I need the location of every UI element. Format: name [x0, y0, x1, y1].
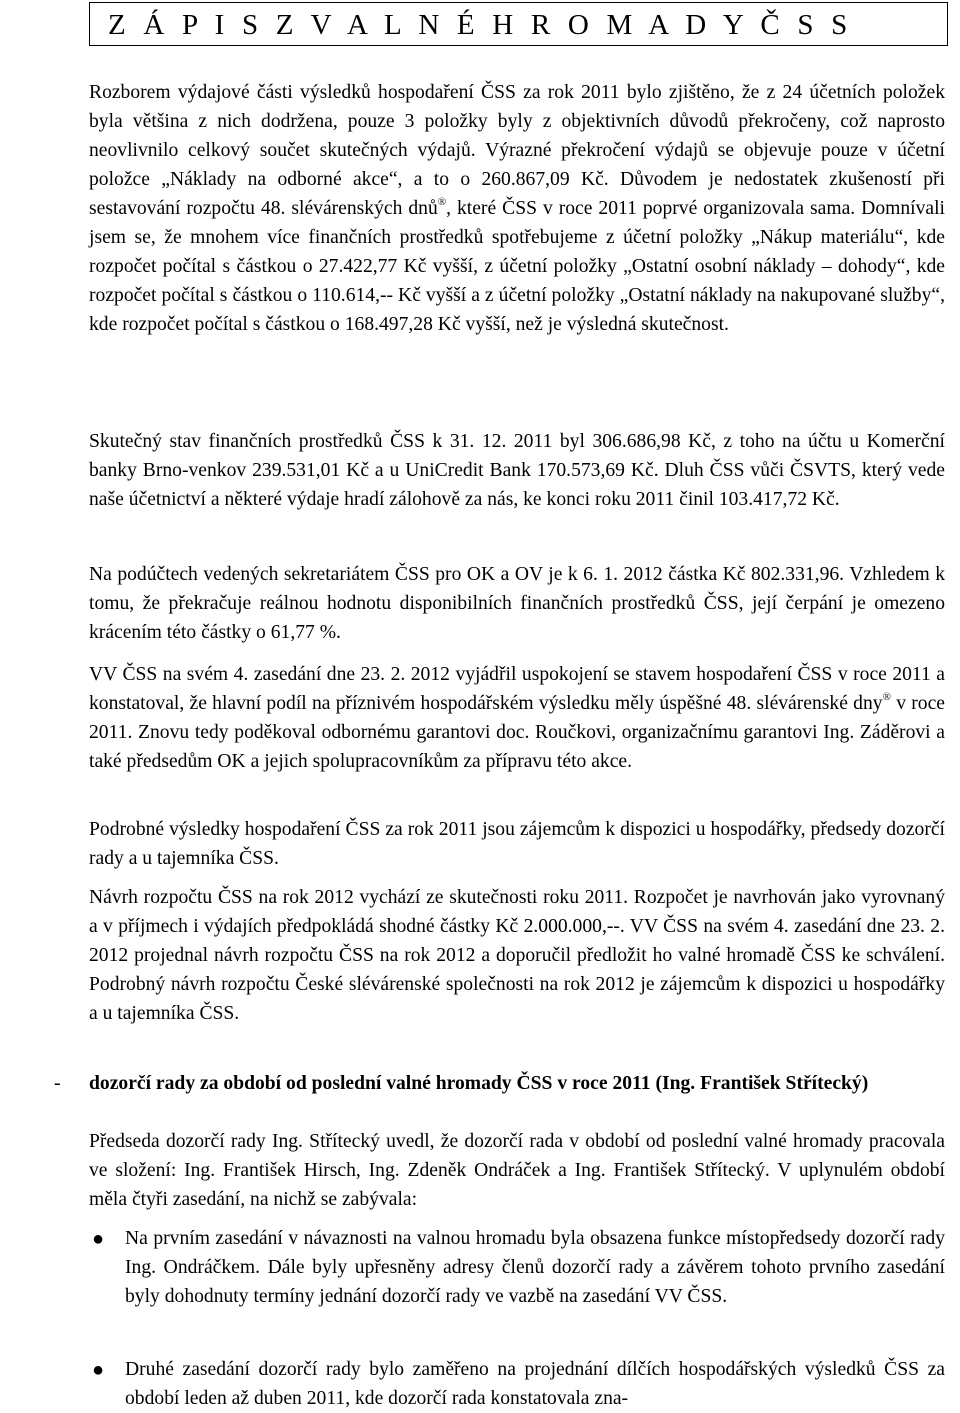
- section-heading: dozorčí rady za období od poslední valné hromady ČSS v roce 2011 (Ing. František Střítecký): [89, 1073, 869, 1094]
- paragraph-vv-meeting-text: VV ČSS na svém 4. zasedání dne 23. 2. 2012 vyjádřil uspokojení se stavem hospodaření ČSS v roce 2011 a konstatoval, že hlavní podíl na příznivém hospodářském výsledku měly úspěšné 48. slévárenské dny: [89, 664, 945, 714]
- paragraph-vv-meeting: [89, 660, 945, 776]
- bullet-icon: ●: [92, 1359, 105, 1381]
- paragraph-expenses-text: Rozborem výdajové části výsledků hospodaření ČSS za rok 2011 bylo zjištěno, že z 24 účetních položek byla většina z nich dodržena, pouze 3 položky byly z objektivních důvodů překročeny, což naprosto neovlivnilo celkový součet skutečných výdajů. Výrazné překročení výdajů se objevuje pouze v účetní položce „Náklady na odborné akce“, a to o 260.867,09 Kč. Důvodem je nedostatek zkušeností při sestavování rozpočtu 48. slévárenských dnů: [89, 82, 945, 219]
- paragraph-vv-meeting-text-rest: v roce 2011. Znovu tedy poděkoval odbornému garantovi doc. Roučkovi, organizačnímu garantovi Ing. Záděrovi a také předsedům OK a jejich spolupracovníkům za přípravu této akce.: [89, 693, 945, 772]
- list-dash: -: [54, 1073, 61, 1094]
- paragraph-expenses: [89, 78, 945, 339]
- page-title: Z Á P I S Z V A L N É H R O M A D Y Č S S: [108, 9, 853, 41]
- list-item: Na prvním zasedání v návaznosti na valnou hromadu byla obsazena funkce místopředsedy dozorčí rady Ing. Ondráčkem. Dále byly upřesněny adresy členů dozorčí rady a závěrem tohoto prvního zasedání byly dohodnuty termíny jednání dozorčí rady ve vazbě na zasedání VV ČSS.: [125, 1228, 945, 1307]
- list-item: Druhé zasedání dozorčí rady bylo zaměřeno na projednání dílčích hospodářských výsledků ČSS za období leden až duben 2011, kde dozorčí rada konstatovala zna-: [125, 1359, 945, 1409]
- paragraph-budget-2012: Návrh rozpočtu ČSS na rok 2012 vychází ze skutečnosti roku 2011. Rozpočet je navrhován jako vyrovnaný a v příjmech i výdajích předpokládá shodné částky Kč 2.000.000,--. VV ČSS na svém 4. zasedání dne 23. 2. 2012 projednal návrh rozpočtu ČSS na rok 2012 a doporučil předložit ho valné hromadě ČSS ke schválení. Podrobný návrh rozpočtu České slévárenské společnosti na rok 2012 je zájemcům k dispozici u hospodářky a u tajemníka ČSS.: [89, 887, 945, 1024]
- paragraph-expenses-text-rest: , které ČSS v roce 2011 poprvé organizovala sama. Domnívali jsem se, že mnohem více finančních prostředků spotřebujeme z účetní položky „Nákup materiálu“, kde rozpočet počítal s částkou o 27.422,77 Kč vyšší, z účetní položky „Ostatní osobní náklady – dohody“, kde rozpočet počítal s částkou o 110.614,-- Kč vyšší a z účetní položky „Ostatní náklady na nakupované služby“, kde rozpočet počítal s částkou o 168.497,28 Kč vyšší, než je výsledná skutečnost.: [89, 198, 945, 335]
- paragraph-results-availability: Podrobné výsledky hospodaření ČSS za rok 2011 jsou zájemcům k dispozici u hospodářky, předsedy dozorčí rady a u tajemníka ČSS.: [89, 819, 945, 869]
- registered-mark: ®: [882, 691, 891, 703]
- title-frame-right: [947, 2, 948, 46]
- bullet-icon: ●: [92, 1228, 105, 1250]
- paragraph-subaccounts: Na podúčtech vedených sekretariátem ČSS pro OK a OV je k 6. 1. 2012 částka Kč 802.331,96. Vzhledem k tomu, že překračuje reálnou hodnotu disponibilních finančních prostředků ČSS, její čerpání je omezeno krácením této částky o 61,77 %.: [89, 564, 945, 643]
- section-text: Předseda dozorčí rady Ing. Střítecký uvedl, že dozorčí rada v období od poslední valné hromady pracovala ve složení: Ing. František Hirsch, Ing. Zdeněk Ondráček a Ing. František Střítecký. V uplynulém období měla čtyři zasedání, na nichž se zabývala:: [89, 1131, 945, 1210]
- registered-mark: ®: [437, 196, 447, 208]
- title-frame-top: [89, 2, 948, 3]
- paragraph-funds: Skutečný stav finančních prostředků ČSS k 31. 12. 2011 byl 306.686,98 Kč, z toho na účtu u Komerční banky Brno-venkov 239.531,01 Kč a u UniCredit Bank 170.573,69 Kč. Dluh ČSS vůči ČSVTS, který vede naše účetnictví a některé výdaje hradí zálohově za nás, ke konci roku 2011 činil 103.417,72 Kč.: [89, 431, 945, 510]
